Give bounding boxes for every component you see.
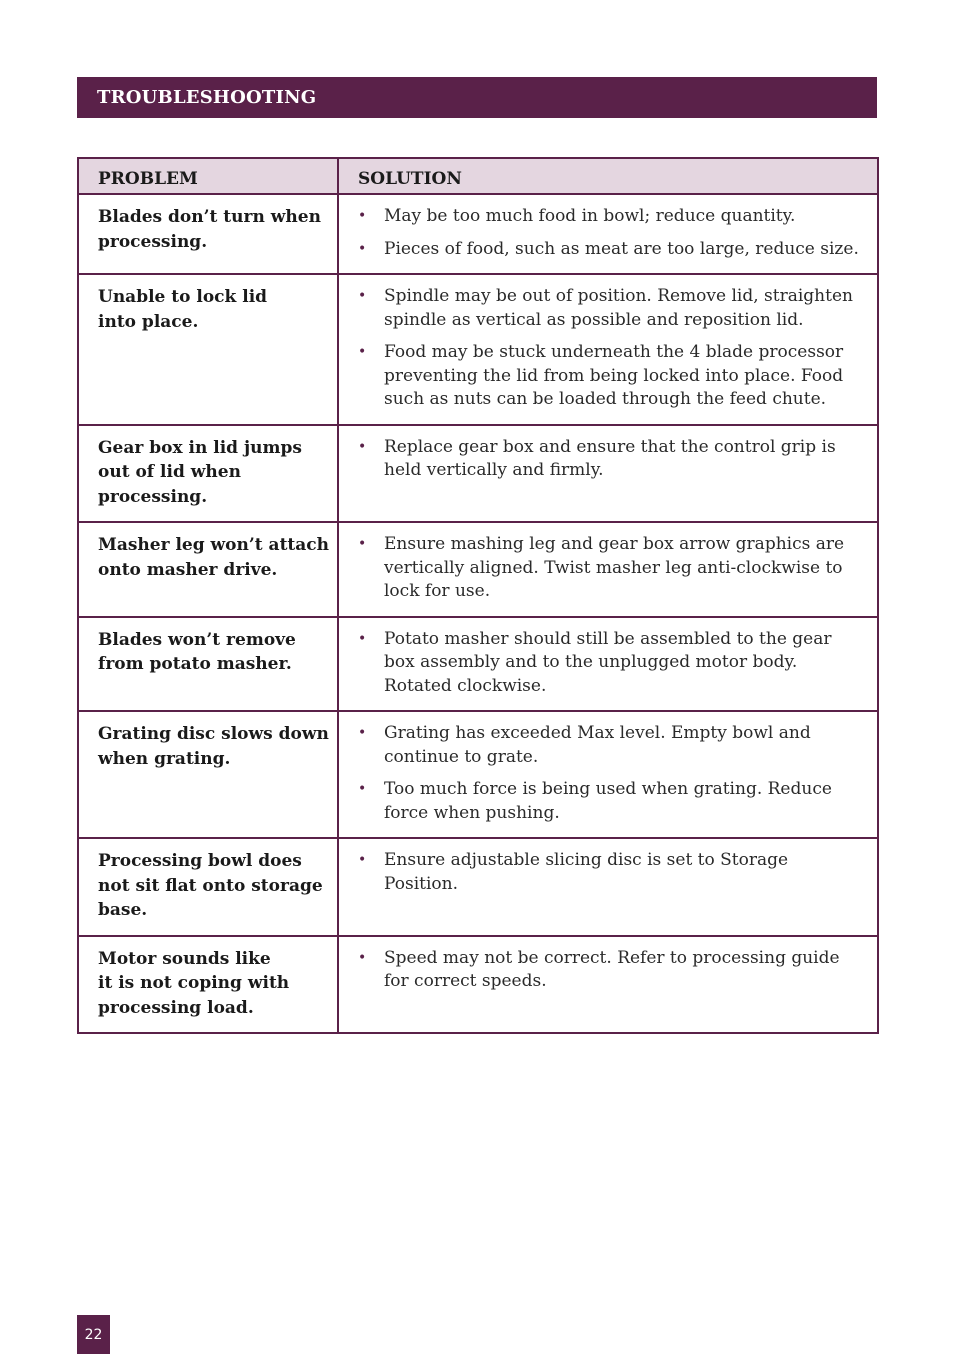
solution-cell xyxy=(338,194,878,274)
table-body xyxy=(78,194,878,1033)
section-banner xyxy=(77,77,877,118)
solution-text: Potato masher should still be assembled to the gear box assembly and to the unplugged motor body. Rotated clockwise. xyxy=(384,628,832,696)
solution-cell xyxy=(338,936,878,1034)
problem-column-header: PROBLEM xyxy=(78,158,338,194)
solution-cell xyxy=(338,522,878,617)
bullet-icon: • xyxy=(358,438,367,455)
bullet-icon: • xyxy=(358,288,367,304)
table-row xyxy=(78,838,878,936)
solution-text: Ensure mashing leg and gear box arrow graphics are vertically aligned. Twist masher leg anti-clockwise to lock for use. xyxy=(384,534,845,601)
bullet-icon: • xyxy=(358,852,367,868)
solution-list xyxy=(358,722,867,825)
table-row xyxy=(78,936,878,1034)
solution-item xyxy=(358,238,867,262)
solution-cell xyxy=(338,617,878,712)
solution-text: Replace gear box and ensure that the control grip is held vertically and firmly. xyxy=(384,436,836,480)
table-row xyxy=(78,522,878,617)
table-row xyxy=(78,617,878,712)
solution-item xyxy=(358,849,867,896)
solution-text: Food may be stuck underneath the 4 blade processor preventing the lid from being locked into place. Food such as nuts can be loaded through the feed chute. xyxy=(384,342,844,409)
solution-cell xyxy=(338,711,878,838)
solution-text: Pieces of food, such as meat are too large, reduce size. xyxy=(384,238,859,259)
solution-item xyxy=(358,947,867,994)
table-row xyxy=(78,194,878,274)
solution-list xyxy=(358,205,867,261)
problem-cell: Grating disc slows down when grating. xyxy=(78,711,338,838)
solution-list xyxy=(358,849,867,896)
bullet-icon: • xyxy=(358,725,367,741)
problem-cell: Unable to lock lid into place. xyxy=(78,274,338,425)
solution-list xyxy=(358,628,867,699)
solution-text: May be too much food in bowl; reduce quantity. xyxy=(384,206,796,226)
solution-item xyxy=(358,533,867,604)
solution-item xyxy=(358,436,867,483)
solution-list xyxy=(358,533,867,604)
solution-text: Speed may not be correct. Refer to processing guide for correct speeds. xyxy=(384,947,840,991)
problem-cell: Blades won’t remove from potato masher. xyxy=(78,617,338,712)
solution-list xyxy=(358,285,867,412)
solution-item xyxy=(358,722,867,769)
solution-cell xyxy=(338,838,878,936)
bullet-icon: • xyxy=(358,208,367,224)
solution-text: Ensure adjustable slicing disc is set to Storage Position. xyxy=(384,850,789,894)
bullet-icon: • xyxy=(358,781,367,797)
problem-cell: Blades don’t turn when processing. xyxy=(78,194,338,274)
bullet-icon: • xyxy=(358,240,367,257)
bullet-icon: • xyxy=(358,949,367,966)
solution-item xyxy=(358,205,867,229)
solution-text: Spindle may be out of position. Remove lid, straighten spindle as vertical as possible and reposition lid. xyxy=(384,286,853,330)
solution-item xyxy=(358,341,867,412)
table-row xyxy=(78,425,878,523)
solution-item xyxy=(358,628,867,699)
table-row xyxy=(78,711,878,838)
solution-list xyxy=(358,436,867,483)
solution-item xyxy=(358,285,867,332)
table-header-row xyxy=(78,158,878,194)
solution-text: Too much force is being used when grating. Reduce force when pushing. xyxy=(384,779,832,823)
solution-cell xyxy=(338,425,878,523)
page-number: 22 xyxy=(77,1315,110,1354)
section-title: TROUBLESHOOTING xyxy=(97,87,317,108)
problem-cell: Masher leg won’t attach onto masher drive. xyxy=(78,522,338,617)
problem-cell: Motor sounds like it is not coping with processing load. xyxy=(78,936,338,1034)
problem-cell: Gear box in lid jumps out of lid when processing. xyxy=(78,425,338,523)
solution-list xyxy=(358,947,867,994)
bullet-icon: • xyxy=(358,344,367,360)
table-row xyxy=(78,274,878,425)
bullet-icon: • xyxy=(358,630,367,647)
troubleshooting-table xyxy=(77,157,879,1034)
solution-text: Grating has exceeded Max level. Empty bowl and continue to grate. xyxy=(384,723,811,767)
problem-cell: Processing bowl does not sit flat onto storage base. xyxy=(78,838,338,936)
bullet-icon: • xyxy=(358,536,367,552)
solution-item xyxy=(358,778,867,825)
solution-cell xyxy=(338,274,878,425)
solution-column-header: SOLUTION xyxy=(338,158,878,194)
